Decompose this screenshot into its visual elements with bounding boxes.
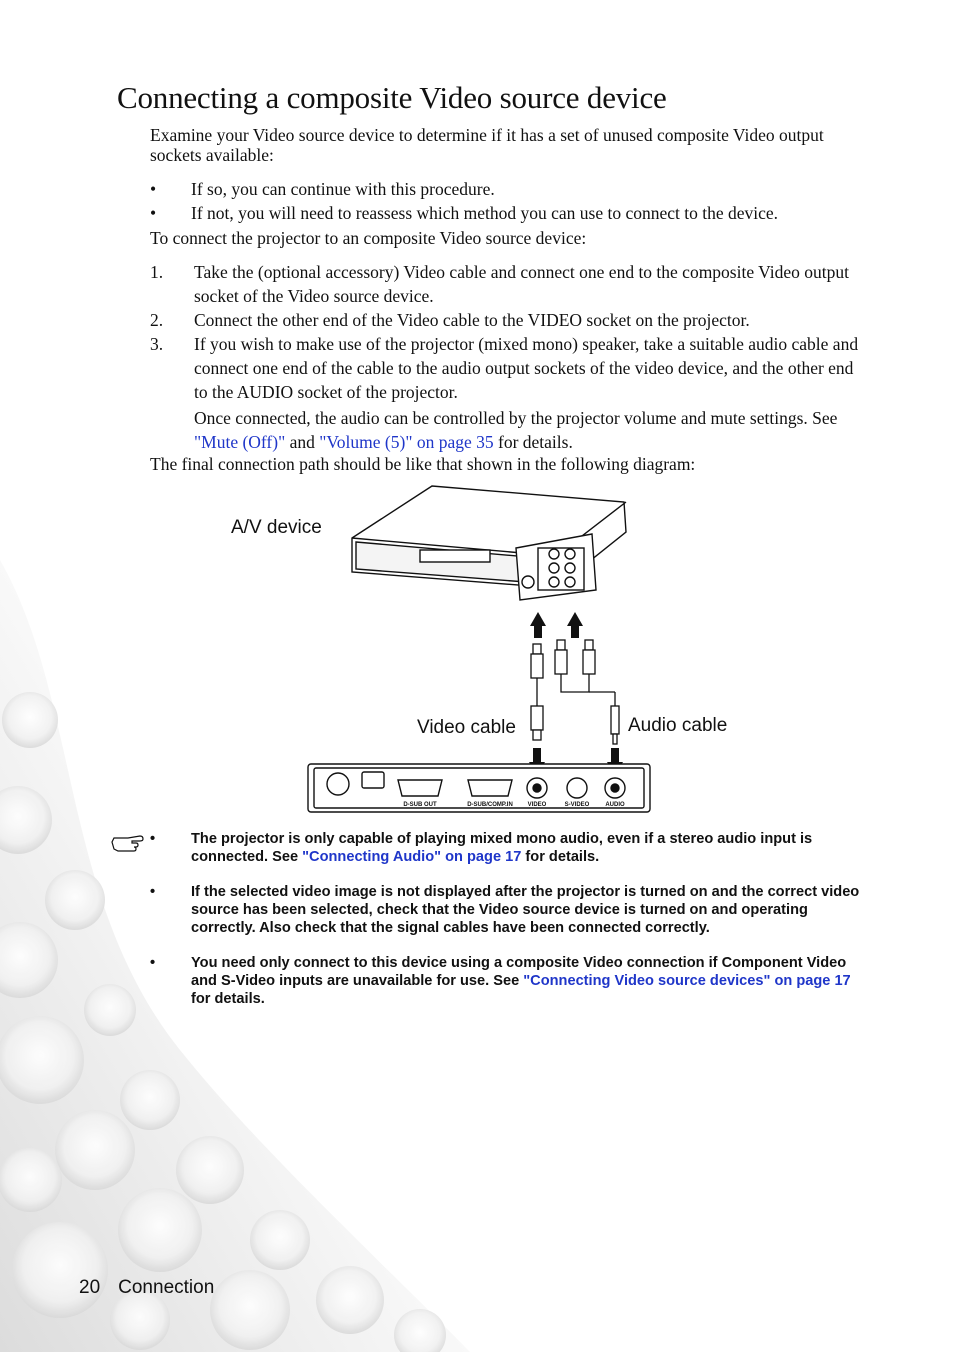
port-label: D-SUB OUT [403,802,437,808]
bullet-symbol: • [150,831,156,847]
connecting-audio-link[interactable]: "Connecting Audio" on page 17 [302,849,522,865]
video-cable-label: Video cable [417,717,516,738]
list-item: • The projector is only capable of playing mixed mono audio, even if a stereo audio input is connected. See "Connecting Audio" on page 17 for details. [150,831,813,865]
video-cable-illustration [531,644,543,740]
list-item: • If not, you will need to reassess which method you can use to connect to the device. [150,203,779,223]
audio-cable-label: Audio cable [628,715,728,736]
port-label: VIDEO [527,802,547,808]
list-item: • If the selected video image is not displayed after the projector is turned on and the correct video source has been selected, check that the Video source device is turned on and operating correctly. Also check that the signal cables have been connected correctly. [150,884,860,936]
av-device-illustration [352,486,626,600]
port-label: AUDIO [605,802,625,808]
notes-list [150,830,862,1025]
bullet-symbol: • [150,179,157,199]
bullet-symbol: • [150,884,156,900]
step-list [150,260,862,454]
note-hand-icon [110,832,146,854]
list-item: • If so, you can continue with this procedure. [150,179,495,199]
connecting-video-source-link[interactable]: "Connecting Video source devices" on page 17 [523,973,851,989]
lead-in-paragraph: To connect the projector to an composite Video source device: [150,228,587,248]
port-label: S-VIDEO [564,802,590,808]
mute-off-link[interactable]: "Mute (Off)" [194,432,286,452]
page-footer [79,1277,214,1299]
list-item: • You need only connect to this device using a composite Video connection if Component Video and S-Video inputs are unavailable for use. See "Connecting Video source devices" on page 17 for details. [150,955,851,1007]
bullet-list [150,178,860,226]
arrow-up-icon [530,612,583,638]
connection-diagram [220,478,740,818]
audio-cable-illustration [555,640,619,744]
list-item: 2. Connect the other end of the Video cable to the VIDEO socket on the projector. [150,310,750,330]
bullet-symbol: • [150,955,156,971]
list-item: 3. If you wish to make use of the projector (mixed mono) speaker, take a suitable audio cable and connect one end of the cable to the audio output sockets of the video device, and the other end to the AUDIO socket of the projector. Once connected, the audio can be controlled by the projector volume and mute settings. See "Mute (Off)" and "Volume (5)" on page 35 for details. [150,332,862,454]
bullet-symbol: • [150,203,157,223]
port-label: D-SUB/COMP.IN [467,802,513,808]
page-title: Connecting a composite Video source device [117,80,667,115]
volume-link[interactable]: "Volume (5)" on page 35 [319,432,494,452]
intro-paragraph: Examine your Video source device to determine if it has a set of unused composite Video output sockets available: [150,125,824,165]
final-paragraph: The final connection path should be like that shown in the following diagram: [150,454,696,474]
section-name: Connection [118,1277,215,1298]
list-item: 1. Take the (optional accessory) Video cable and connect one end to the composite Video output socket of the Video source device. [150,262,849,306]
page-number: 20 [79,1277,101,1298]
av-device-label: A/V device [231,517,322,538]
step3-subparagraph: Once connected, the audio can be controlled by the projector volume and mute settings. See "Mute (Off)" and "Volume (5)" on page 35 for details. [194,408,838,452]
